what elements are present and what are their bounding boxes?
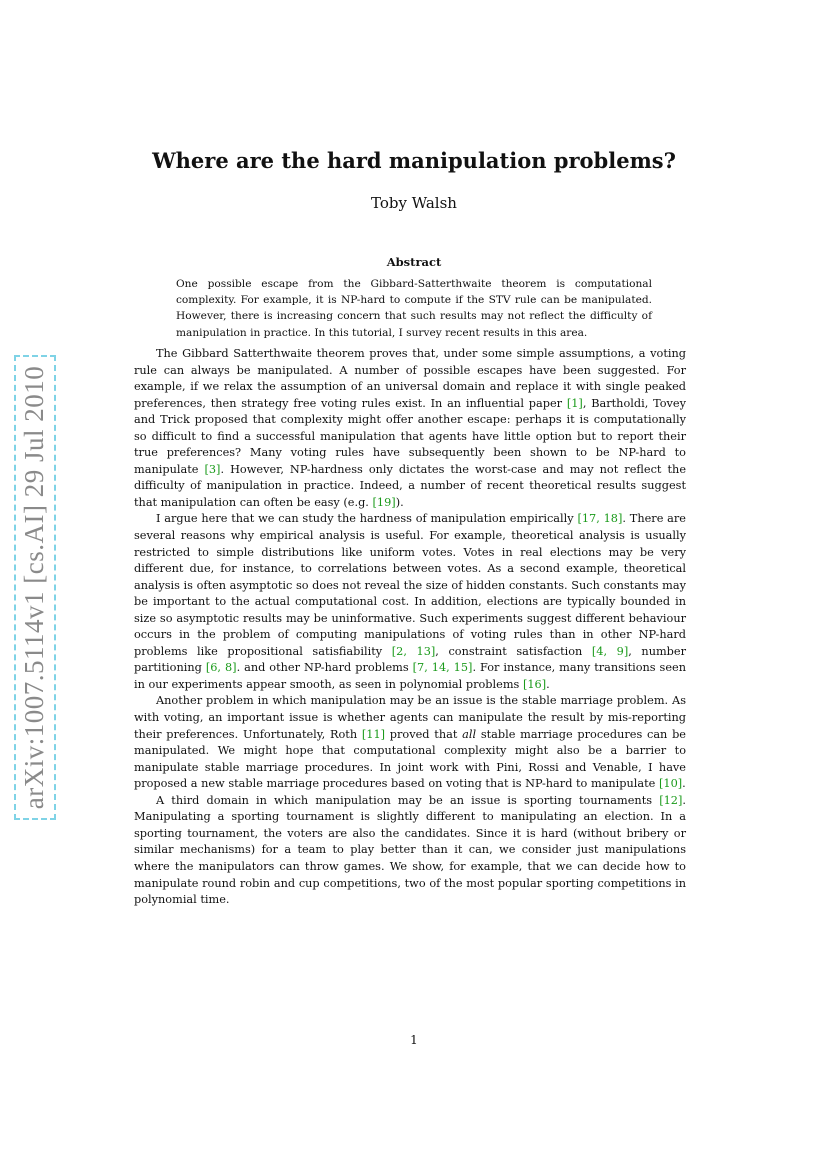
citation-link[interactable]: [2, 13] [391,644,436,658]
body-paragraph [134,346,686,511]
body-paragraph [134,511,686,693]
citation-link[interactable]: [10] [658,777,683,791]
paragraph-text: , constraint satisfaction [435,644,592,658]
arxiv-identifier-stamp [14,355,56,820]
paragraph-text: . There are several reasons why empirical analysis is useful. For example, theoretical analysis is usually restricted to simple distributions like uniform votes. Votes in real elections may be very different due, for instance, to correlations between votes. As a second example, theoretical analysis is often asymptotic so does not reveal the size of hidden constants. Such constants may be important to the actual computational cost. In addition, elections are typically bounded in size so asymptotic results may be uninformative. Such experiments suggest different behaviour occurs in the problem of computing manipulations of voting rules than in other NP-hard problems like propositional satisfiability [134,512,686,658]
body-paragraph [134,693,686,792]
author-name: Toby Walsh [371,194,457,212]
paragraph-text: . However, NP-hardness only dictates the worst-case and may not reflect the difficulty of manipulation in practice. Indeed, a number of recent theoretical results suggest that manipulation can often be easy (e.g. [134,462,686,509]
paragraph-text: , number partitioning [134,644,687,675]
paragraph-text: . [682,777,686,791]
citation-link[interactable]: [3] [204,462,221,476]
citation-link[interactable]: [4, 9] [591,644,629,658]
paragraph-text: proved that [385,727,463,741]
paragraph-text: stable marriage procedures can be manipulated. We might hope that computational complexity might also be a barrier to manipulate stable marriage procedures. In joint work with Pini, Rossi and Venable, I have proposed a new stable marriage procedures based on voting that is NP-hard to manipulate [134,727,686,791]
citation-link[interactable]: [1] [566,396,583,410]
citation-link[interactable]: [16] [522,677,547,691]
citation-link[interactable]: [17, 18] [577,512,623,526]
paragraph-text: A third domain in which manipulation may be an issue is sporting tournaments [156,793,660,807]
citation-link[interactable]: [6, 8] [205,661,237,675]
abstract-text: One possible escape from the Gibbard-Satterthwaite theorem is computational complexity. For example, it is NP-hard to compute if the STV rule can be manipulated. However, there is increasing concern that such results may not reflect the difficulty of manipulation in practice. In this tutorial, I survey recent results in this area. [176,278,652,339]
citation-link[interactable]: [11] [361,727,386,741]
body-text [134,346,686,909]
paragraph-text: I argue here that we can study the hardness of manipulation empirically [156,512,578,526]
body-paragraph [134,793,686,909]
paragraph-text: . For instance, many transitions seen in our experiments appear smooth, as seen in polynomial problems [134,661,686,691]
page-number: 1 [410,1033,418,1047]
citation-link[interactable]: [7, 14, 15] [412,661,473,675]
paragraph-text: The Gibbard Satterthwaite theorem proves that, under some simple assumptions, a voting rule can always be manipulated. A number of possible escapes have been suggested. For example, if we relax the assumption of an universal domain and replace it with single peaked preferences, then strategy free voting rules exist. In an influential paper [134,347,686,410]
paragraph-text: . [546,677,550,691]
paragraph-text: , Bartholdi, Tovey and Trick proposed that complexity might offer another escape: perhaps it is computationally so difficult to find a successful manipulation that agents have little option but to report their true preferences? Many voting rules have subsequently been shown to be NP-hard to manipulate [134,396,686,476]
emphasis-text: all [462,727,477,741]
paragraph-text: . Manipulating a sporting tournament is slightly different to manipulating an election. In a sporting tournament, the voters are also the candidates. Since it is hard (without bribery or similar mechanisms) for a team to play better than it can, we consider just manipulations where the manipulators can throw games. We show, for example, that we can decide how to manipulate round robin and cup competitions, two of the most popular sporting competitions in polynomial time. [134,793,686,907]
paragraph-text: ). [395,495,404,509]
paper-title: Where are the hard manipulation problems? [152,148,676,173]
paragraph-text: Another problem in which manipulation may be an issue is the stable marriage problem. As with voting, an important issue is whether agents can manipulate the result by mis-reporting their preferences. Unfortunately, Roth [134,694,686,741]
paragraph-text: . and other NP-hard problems [236,661,413,675]
citation-link[interactable]: [19] [372,495,396,509]
citation-link[interactable]: [12] [659,793,683,807]
abstract-heading: Abstract [386,255,442,269]
arxiv-identifier-text: arXiv:1007.5114v1 [cs.AI] 29 Jul 2010 [19,365,50,810]
